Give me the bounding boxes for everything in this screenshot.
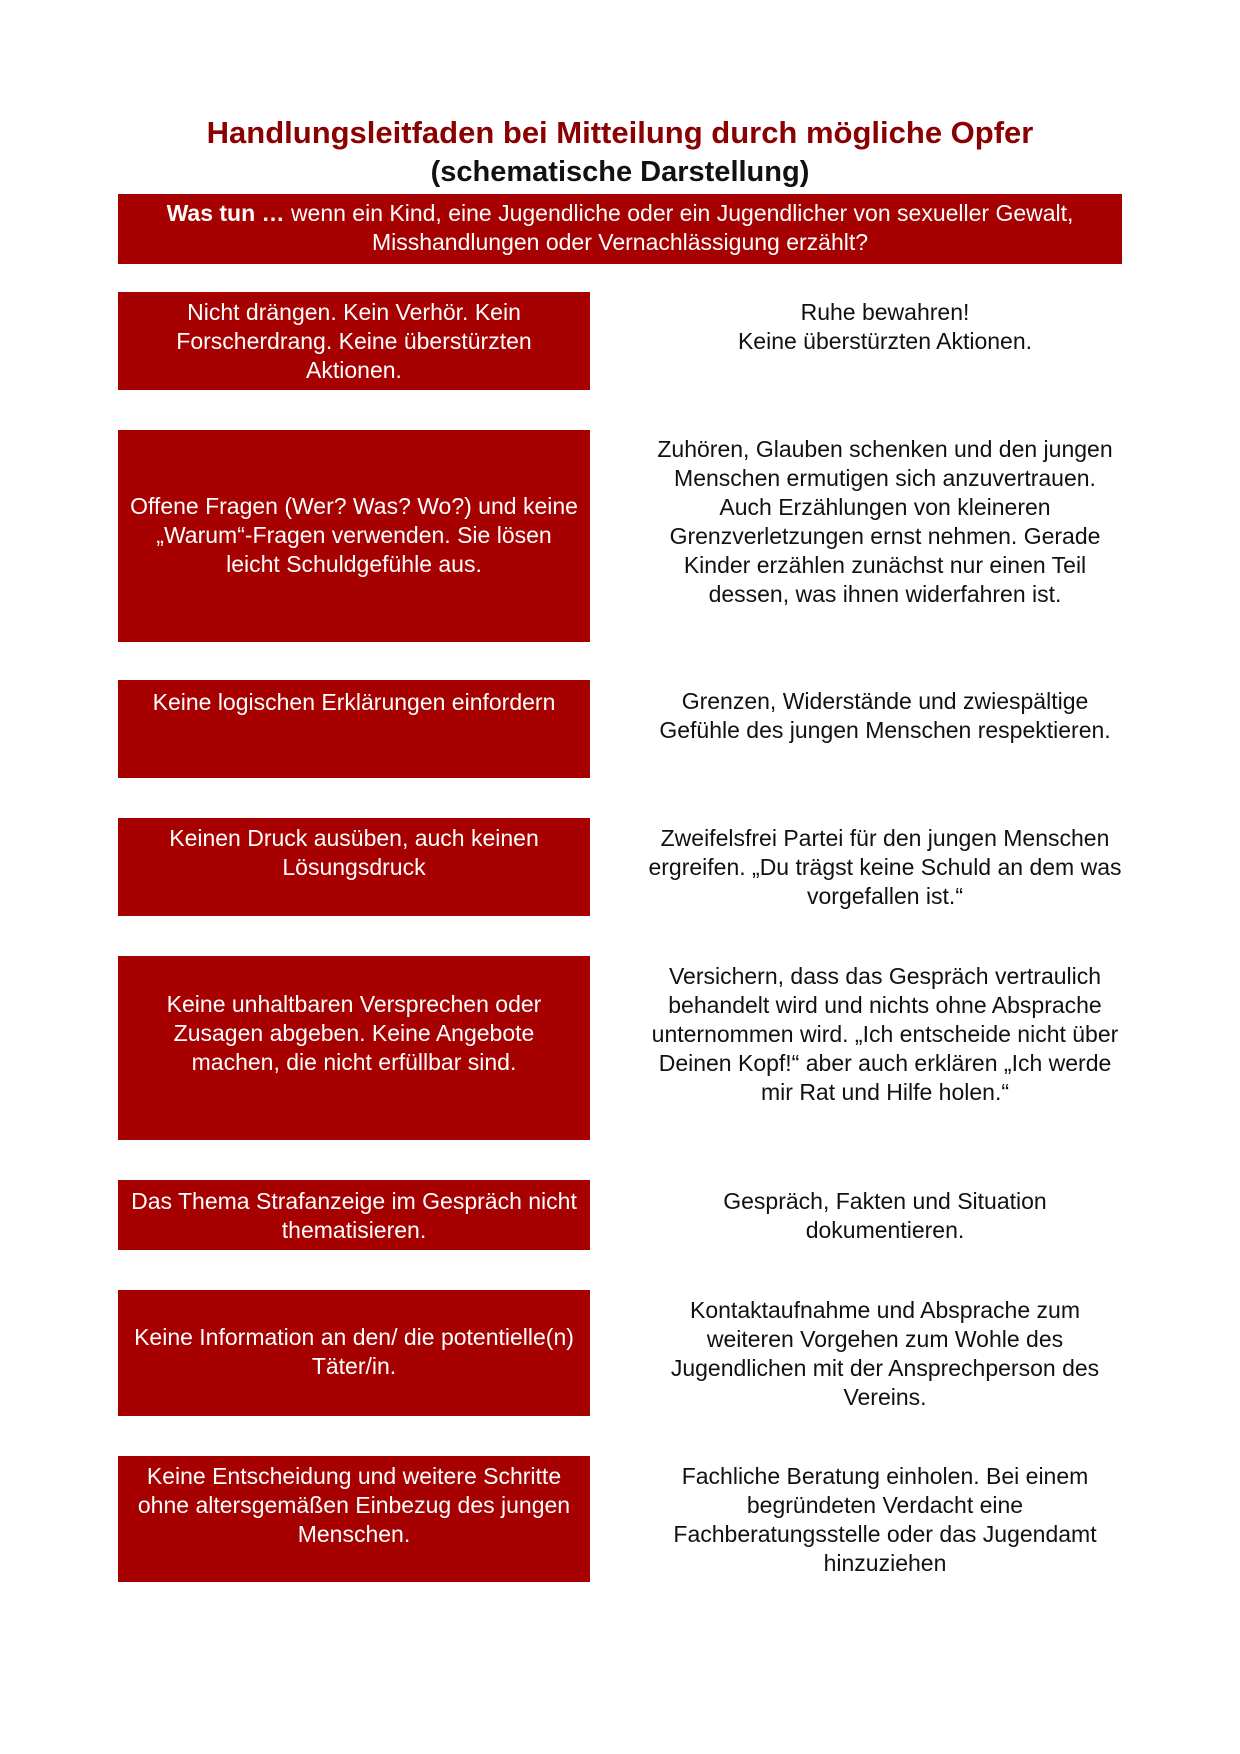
do-item-3 <box>648 687 1122 745</box>
dont-box-3 <box>118 680 590 778</box>
question-lead: Was tun … <box>166 200 285 226</box>
dont-text: Keinen Druck ausüben, auch keinen Lösungsdruck <box>169 825 539 880</box>
dont-text: Offene Fragen (Wer? Was? Wo?) und keine „Warum“-Fragen verwenden. Sie lösen leicht Schuldgefühle aus. <box>130 493 578 577</box>
dont-text: Nicht drängen. Kein Verhör. Kein Forscherdrang. Keine überstürzten Aktionen. <box>176 299 532 383</box>
do-item-8 <box>648 1462 1122 1578</box>
do-item-1 <box>648 298 1122 356</box>
dont-box-2 <box>118 430 590 642</box>
do-text: Zweifelsfrei Partei für den jungen Menschen ergreifen. „Du trägst keine Schuld an dem was vorgefallen ist.“ <box>648 825 1122 909</box>
do-item-2 <box>648 435 1122 609</box>
do-text-line: Ruhe bewahren! <box>800 299 970 325</box>
dont-box-5 <box>118 956 590 1140</box>
do-item-7 <box>648 1296 1122 1412</box>
dont-text: Keine Information an den/ die potentielle(n) Täter/in. <box>134 1324 574 1379</box>
dont-box-4 <box>118 818 590 916</box>
dont-box-6 <box>118 1180 590 1250</box>
do-text: Gespräch, Fakten und Situation dokumentieren. <box>723 1188 1047 1243</box>
do-text: Versichern, dass das Gespräch vertraulich behandelt wird und nichts ohne Absprache unternommen wird. „Ich entscheide nicht über Deinen Kopf!“ aber auch erklären „Ich werde mir Rat und Hilfe holen.“ <box>651 963 1119 1105</box>
dont-box-1 <box>118 292 590 390</box>
dont-box-7 <box>118 1290 590 1416</box>
page-subtitle: (schematische Darstellung) <box>430 156 810 188</box>
question-text: wenn ein Kind, eine Jugendliche oder ein Jugendlicher von sexueller Gewalt, Misshandlungen oder Vernachlässigung erzählt? <box>290 200 1074 255</box>
dont-text: Das Thema Strafanzeige im Gespräch nicht thematisieren. <box>131 1188 577 1243</box>
dont-box-8 <box>118 1456 590 1582</box>
do-item-4 <box>648 824 1122 911</box>
do-item-6 <box>648 1187 1122 1245</box>
do-text: Fachliche Beratung einholen. Bei einem begründeten Verdacht eine Fachberatungsstelle oder das Jugendamt hinzuziehen <box>673 1463 1097 1576</box>
dont-text: Keine Entscheidung und weitere Schritte ohne altersgemäßen Einbezug des jungen Menschen. <box>137 1463 571 1547</box>
do-item-5 <box>648 962 1122 1107</box>
dont-text: Keine logischen Erklärungen einfordern <box>152 689 556 715</box>
page-title: Handlungsleitfaden bei Mitteilung durch mögliche Opfer <box>206 115 1034 150</box>
do-text: Kontaktaufnahme und Absprache zum weiteren Vorgehen zum Wohle des Jugendlichen mit der Ansprechperson des Vereins. <box>670 1297 1100 1410</box>
dont-text: Keine unhaltbaren Versprechen oder Zusagen abgeben. Keine Angebote machen, die nicht erfüllbar sind. <box>166 991 542 1075</box>
question-banner <box>118 194 1122 264</box>
do-text: Grenzen, Widerstände und zwiespältige Gefühle des jungen Menschen respektieren. <box>659 688 1111 743</box>
do-text: Zuhören, Glauben schenken und den jungen Menschen ermutigen sich anzuvertrauen. Auch Erzählungen von kleineren Grenzverletzungen ernst nehmen. Gerade Kinder erzählen zunächst nur einen Teil dessen, was ihnen widerfahren ist. <box>657 436 1113 607</box>
do-text-line: Keine überstürzten Aktionen. <box>737 328 1033 354</box>
